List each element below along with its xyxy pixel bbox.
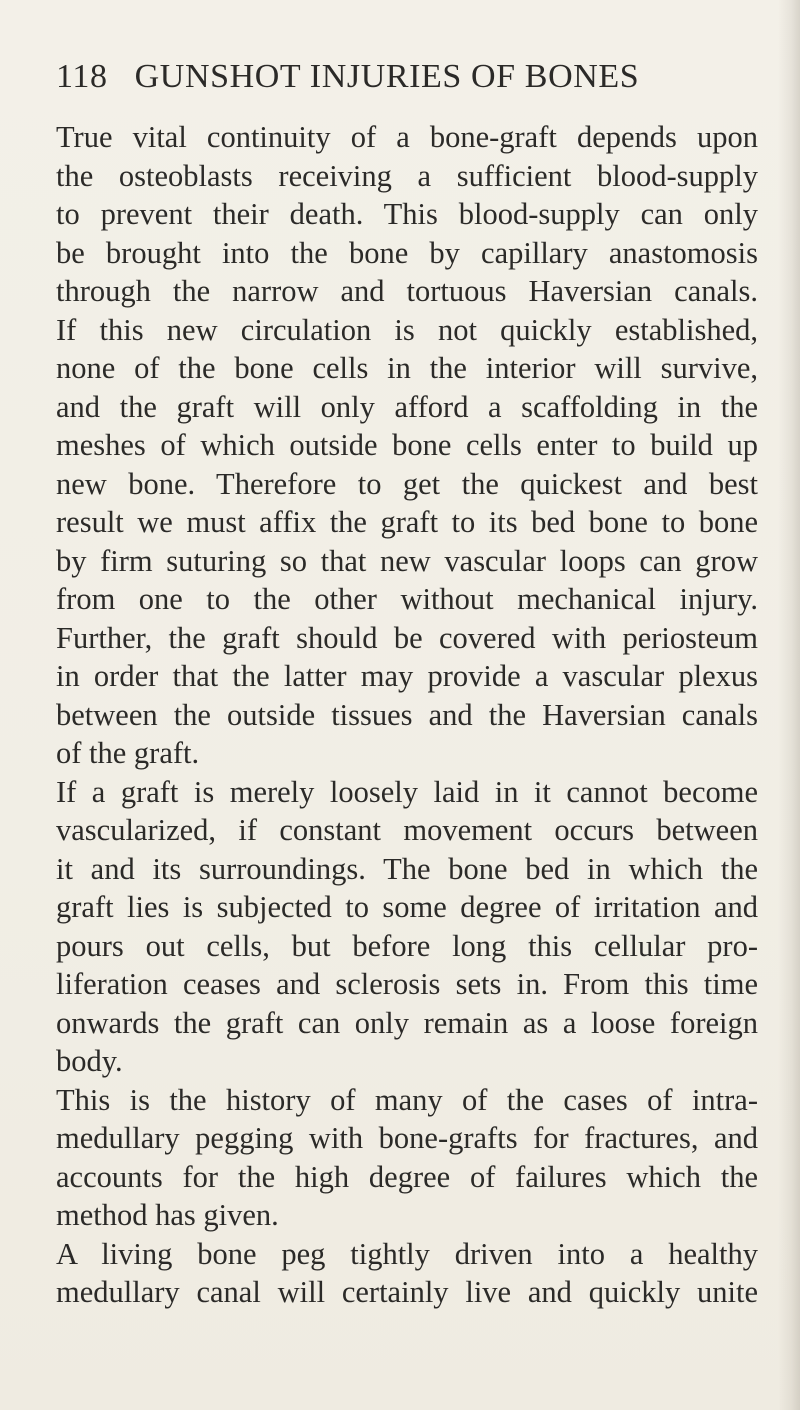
text-line: new bone. Therefore to get the quickest and best — [56, 466, 758, 501]
text-line: medullary canal will certainly live and quickly unite — [56, 1275, 758, 1309]
text-line: body. — [56, 1044, 123, 1078]
text-line: pours out cells, but before long this cellular pro- — [56, 928, 758, 963]
text-line: If this new circulation is not quickly established, — [56, 312, 758, 347]
text-line: Further, the graft should be covered with periosteum — [56, 620, 758, 655]
text-line: to prevent their death. This blood-supply can only — [56, 197, 758, 231]
text-line: True vital continuity of a bone-graft depends upon — [56, 120, 758, 154]
text-line: A living bone peg tightly driven into a healthy — [56, 1236, 758, 1271]
running-title: GUNSHOT INJURIES OF BONES — [134, 58, 640, 95]
text-line: the osteoblasts receiving a sufficient blood-supply — [56, 158, 758, 193]
text-line: accounts for the high degree of failures which the — [56, 1159, 758, 1194]
text-line: meshes of which outside bone cells enter to build up — [56, 428, 758, 462]
text-line: from one to the other without mechanical injury. — [56, 582, 758, 616]
paragraph — [56, 1235, 758, 1312]
page-edge-shadow — [778, 0, 800, 1410]
text-line: vascularized, if constant movement occurs between — [56, 813, 758, 847]
text-line: none of the bone cells in the interior will survive, — [56, 351, 758, 385]
text-line: of the graft. — [56, 736, 200, 770]
paragraph — [56, 118, 758, 773]
text-line: be brought into the bone by capillary anastomosis — [56, 235, 758, 270]
text-line: and the graft will only afford a scaffolding in the — [56, 389, 758, 424]
text-line: If a graft is merely loosely laid in it cannot become — [56, 774, 758, 809]
text-line: method has given. — [56, 1198, 279, 1232]
page-header — [56, 58, 756, 106]
text-line: through the narrow and tortuous Haversian canals. — [56, 274, 758, 308]
text-line: by firm suturing so that new vascular loops can grow — [56, 543, 758, 578]
paragraph — [56, 1081, 758, 1235]
body-text — [56, 118, 758, 1312]
text-line: This is the history of many of the cases of intra- — [56, 1082, 758, 1117]
page-number: 118 — [56, 58, 108, 95]
text-line: graft lies is subjected to some degree of irritation and — [56, 890, 758, 924]
text-line: liferation ceases and sclerosis sets in. From this time — [56, 967, 758, 1001]
text-line: medullary pegging with bone-grafts for fractures, and — [56, 1121, 758, 1155]
text-line: between the outside tissues and the Haversian canals — [56, 697, 758, 732]
text-line: onwards the graft can only remain as a loose foreign — [56, 1005, 758, 1040]
text-line: in order that the latter may provide a vascular plexus — [56, 659, 758, 693]
text-line: it and its surroundings. The bone bed in which the — [56, 851, 758, 886]
text-line: result we must affix the graft to its bed bone to bone — [56, 505, 758, 539]
paragraph — [56, 773, 758, 1081]
